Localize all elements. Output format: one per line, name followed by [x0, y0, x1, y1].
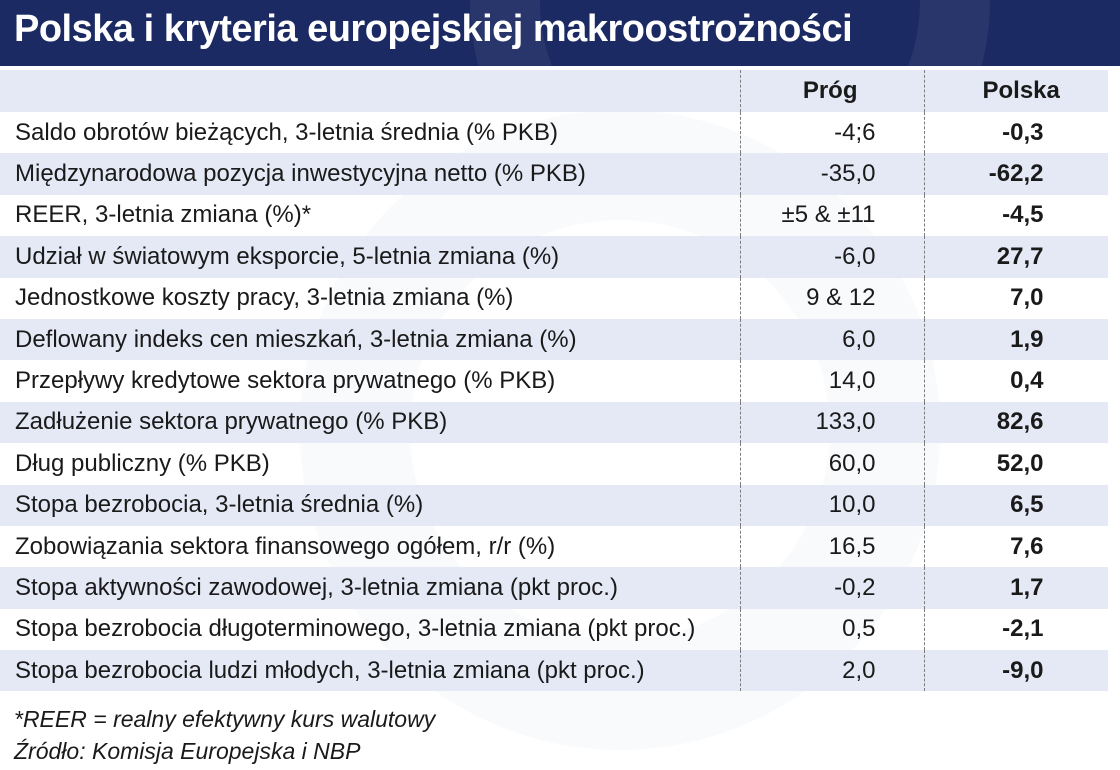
title-bar — [0, 0, 1120, 66]
table-header-row — [0, 70, 1108, 112]
row-threshold: 133,0 — [740, 402, 924, 443]
row-poland-value: 27,7 — [924, 236, 1108, 277]
row-poland-value: -4,5 — [924, 195, 1108, 236]
row-threshold: 60,0 — [740, 443, 924, 484]
table-row — [0, 567, 1108, 608]
row-poland-value: -9,0 — [924, 650, 1108, 691]
row-threshold: 14,0 — [740, 360, 924, 401]
row-threshold: 9 & 12 — [740, 278, 924, 319]
row-label: Jednostkowe koszty pracy, 3-letnia zmiana (%) — [15, 284, 514, 312]
row-label: Udział w światowym eksporcie, 5-letnia zmiana (%) — [0, 236, 740, 277]
row-label: Stopa bezrobocia długoterminowego, 3-letnia zmiana (pkt proc.) — [15, 615, 696, 643]
footnote: *REER = realny efektywny kurs walutowy — [14, 706, 436, 732]
table-row — [0, 609, 1108, 650]
notes — [14, 703, 435, 767]
table-row — [0, 650, 1108, 691]
row-threshold: 0,5 — [740, 609, 924, 650]
row-poland-value: 1,9 — [924, 319, 1108, 360]
table-row — [0, 402, 1108, 443]
row-poland-value: -62,2 — [924, 153, 1108, 194]
table-row — [0, 443, 1108, 484]
row-label: Przepływy kredytowe sektora prywatnego (% PKB) — [15, 367, 556, 395]
row-threshold: 16,5 — [740, 526, 924, 567]
row-threshold: 10,0 — [740, 485, 924, 526]
row-poland-value: 82,6 — [924, 402, 1108, 443]
table-row — [0, 485, 1108, 526]
row-poland-value: -0,3 — [924, 112, 1108, 153]
row-label: Zobowiązania sektora finansowego ogółem, r/r (%) — [15, 532, 556, 560]
row-label: Saldo obrotów bieżących, 3-letnia średnia (% PKB) — [15, 118, 558, 146]
table-row — [0, 236, 1108, 277]
header-poland: Polska — [924, 70, 1108, 112]
header-threshold: Próg — [740, 70, 924, 112]
row-label: Stopa aktywności zawodowej, 3-letnia zmiana (pkt proc.) — [0, 567, 740, 608]
table-body — [0, 112, 1108, 691]
right-margin — [1108, 66, 1120, 770]
table-row — [0, 319, 1108, 360]
row-poland-value: 1,7 — [924, 567, 1108, 608]
table-row — [0, 278, 1108, 319]
table-row — [0, 526, 1108, 567]
table-row — [0, 195, 1108, 236]
data-table-container — [0, 70, 1108, 692]
row-poland-value: 7,6 — [924, 526, 1108, 567]
page-title: Polska i kryteria europejskiej makroostrożności — [14, 8, 853, 50]
row-threshold: 6,0 — [740, 319, 924, 360]
row-poland-value: 0,4 — [924, 360, 1108, 401]
table-row — [0, 112, 1108, 153]
row-threshold: 2,0 — [740, 650, 924, 691]
row-threshold: -4;6 — [740, 112, 924, 153]
row-threshold: -35,0 — [740, 153, 924, 194]
header-label — [0, 70, 740, 112]
table-row — [0, 360, 1108, 401]
row-threshold: -6,0 — [740, 236, 924, 277]
row-poland-value: 6,5 — [924, 485, 1108, 526]
table-row — [0, 153, 1108, 194]
row-poland-value: -2,1 — [924, 609, 1108, 650]
row-poland-value: 7,0 — [924, 278, 1108, 319]
row-label: Stopa bezrobocia ludzi młodych, 3-letnia zmiana (pkt proc.) — [0, 650, 740, 691]
row-threshold: ±5 & ±11 — [740, 195, 924, 236]
row-label: Dług publiczny (% PKB) — [15, 449, 270, 477]
source-note: Źródło: Komisja Europejska i NBP — [14, 738, 361, 764]
data-table — [0, 70, 1109, 691]
row-poland-value: 52,0 — [924, 443, 1108, 484]
row-label: Deflowany indeks cen mieszkań, 3-letnia zmiana (%) — [0, 319, 740, 360]
row-label: Zadłużenie sektora prywatnego (% PKB) — [0, 402, 740, 443]
row-threshold: -0,2 — [740, 567, 924, 608]
row-label: REER, 3-letnia zmiana (%)* — [15, 201, 312, 229]
row-label: Stopa bezrobocia, 3-letnia średnia (%) — [0, 485, 740, 526]
row-label: Międzynarodowa pozycja inwestycyjna netto (% PKB) — [0, 153, 740, 194]
